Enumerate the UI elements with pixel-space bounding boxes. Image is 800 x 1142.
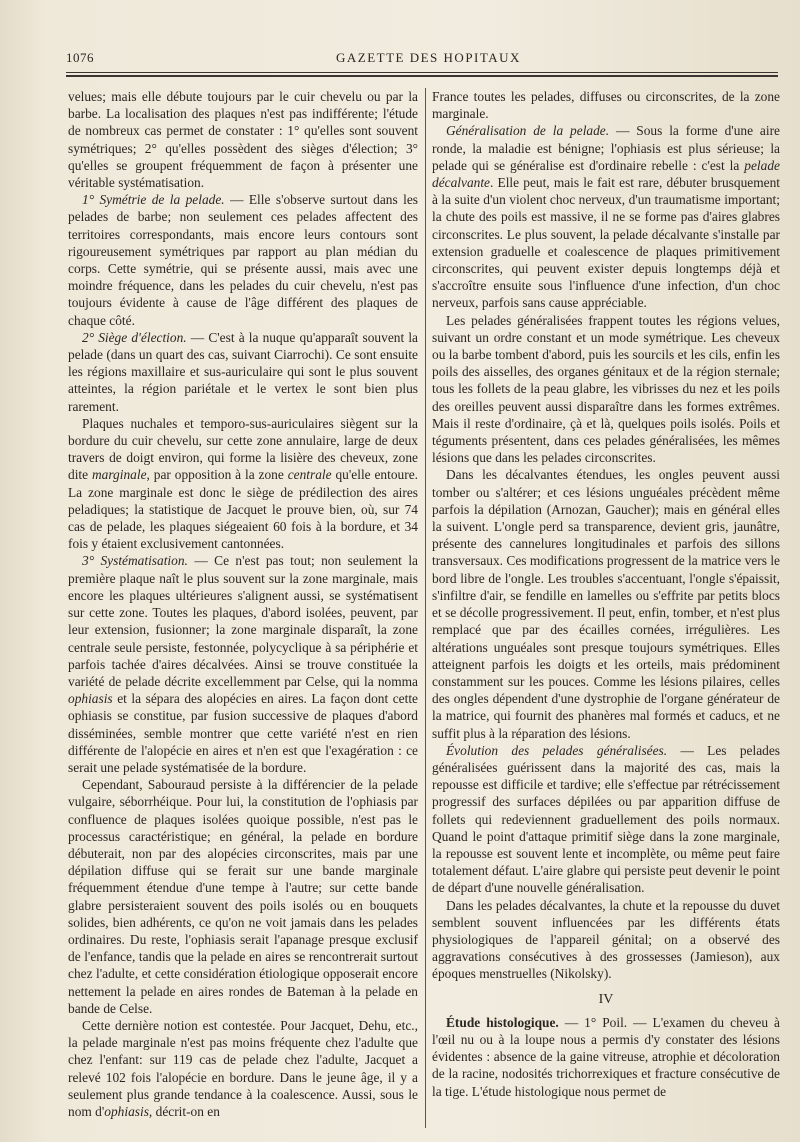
italic-term: ophiasis xyxy=(104,1103,149,1119)
paragraph-text: — C'est à la nuque qu'apparaît souvent la pelade (dans un quart des cas, suivant Ciarrochi). Ce sont ensuite les régions maxillaire et sus-auriculaire qui sont le plus souvent atteintes, la région pariétale et le vertex le sont bien plus rarement. xyxy=(68,329,418,414)
left-column xyxy=(68,88,418,1128)
paragraph-text: — 1° Poil. — xyxy=(558,1014,653,1030)
subheading: 3° Systématisation. xyxy=(82,553,188,569)
column-divider xyxy=(425,88,426,1128)
paragraph-text: . Elle peut, mais le fait est rare, débuter brusquement à la suite d'un violent choc nerveux, d'un traumatisme important; la chute des poils est massive, il ne se forme pas d'aires glabres circonscrites. Le plus souvent, la pelade décalvante s'installe par extension graduelle et coalescence de plaques primitivement circonscrites, qui peuvent exister depuis longtemps déjà et s'accroître ensuite sous l'influence d'une infection, d'un choc nerveux, parfois sans cause appréciable. xyxy=(432,175,780,311)
paragraph xyxy=(68,552,418,776)
page-header xyxy=(66,50,776,70)
paragraph xyxy=(68,191,418,329)
paragraph-text: Plaques nuchales et temporo-sus-auriculaires siègent sur la bordure du cuir chevelu, sur cette zone annulaire, large de deux travers de doigt environ, qui forme la lisière des cheveux, zone dite xyxy=(68,415,418,483)
header-rule-thick xyxy=(66,75,778,77)
paragraph xyxy=(432,122,780,311)
paragraph-text: — Elle s'observe surtout dans les pelades de barbe; non seulement ces pelades affectent des territoires correspondants, mais encore leurs contours sont rigoureusement symétriques par rapport au plan médian du corps. Cette symétrie, qui se présente aussi, mais avec une moindre fréquence, dans les pelades du cuir chevelu, n'est pas toujours évidente à cause de l'âge différent des plaques de chaque côté. xyxy=(68,192,418,328)
italic-term: centrale xyxy=(287,467,332,483)
paragraph xyxy=(68,329,418,415)
right-column xyxy=(432,88,780,1128)
header-rule-thin xyxy=(66,72,778,73)
italic-term: ophiasis xyxy=(68,691,113,707)
paragraph: Les pelades généralisées frappent toutes les régions velues, suivant un ordre constant et un mode symétrique. Les cheveux ou la barbe tombent d'abord, puis les sourcils et les cils, enfin les poils des aisselles, des organes génitaux et de la région sternale; tous les follets de la peau glabre, les vibrisses du nez et les poils des oreilles peuvent aussi disparaître dans les formes extrêmes. Mais il reste d'ordinaire, çà et là, quelques poils isolés. Poils et téguments présentent, dans ces pelades généralisées, les mêmes lésions que dans les pelades circonscrites. xyxy=(432,312,780,466)
paragraph-text: Cette dernière notion est contestée. Pour Jacquet, Dehu, etc., la pelade marginale n'est pas moins fréquente chez l'adulte que chez l'enfant: sur 119 cas de pelade chez l'adulte, Jacquet a relevé 102 fois l'alopécie en bordure. Dans le jeune âge, il y a seulement plus grande tendance à la coalescence. Aussi, sous le nom d' xyxy=(68,1017,418,1119)
section-number: IV xyxy=(598,991,614,1007)
subheading: 1° Symétrie de la pelade. xyxy=(82,192,225,208)
paragraph: Dans les décalvantes étendues, les ongles peuvent aussi tomber ou s'altérer; et ces lésions unguéales précèdent même parfois la dépilation (Arnozan, Gaucher); mais en général elles la suivent. L'ongle perd sa transparence, devient gris, jaunâtre, présente des cannelures longitudinales et parfois des sillons transversaux. Ces modifications progressent de la matrice vers le bord libre de l'ongle. Les troubles s'accentuant, l'ongle s'épaissit, s'infiltre d'air, se fendille en lamelles ou s'effrite par petits blocs et se décolle progressivement. Il peut, enfin, tomber, et n'est plus remplacé que par des écailles cornées, irrégulières. Les altérations unguéales sont presque toujours symétriques. Elles atteignent parfois les doigts et les orteils, mais prédominent constamment sur les pouces. Comme les lésions pilaires, celles des ongles dépendent d'une dystrophie de l'organe générateur de la matrice, qui fournit des phanères mal formés et caducs, et ne suffit plus à la réparation des lésions. xyxy=(432,467,780,741)
italic-term: pelade décalvante xyxy=(432,157,780,191)
paragraph-text: — Sous la forme d'une aire ronde, la maladie est bénigne; l'ophiasis est plus sérieuse; la pelade qui se généralise est d'ordinaire rebelle : c'est la xyxy=(432,123,780,173)
subheading: Généralisation de la pelade. xyxy=(446,123,610,139)
paragraph: France toutes les pelades, diffuses ou circonscrites, de la zone marginale. xyxy=(432,89,780,122)
journal-title: GAZETTE DES HOPITAUX xyxy=(336,50,521,65)
paragraph xyxy=(68,1017,418,1120)
paragraph: Dans les pelades décalvantes, la chute et la repousse du duvet semblent souvent influencées par les différents états physiologiques de l'appareil génital; on a observé des aggravations consécutives à des grossesses (Jamieson), aux époques menstruelles (Nikolsky). xyxy=(432,897,780,982)
paragraph xyxy=(432,1014,780,1100)
paragraph: Cependant, Sabouraud persiste à la différencier de la pelade vulgaire, séborrhéique. Pour lui, la constitution de l'ophiasis par confluence de plaques isolées quoique possible, n'est pas le processus caractéristique; en général, la pelade en bordure débuterait, non par des alopécies circonscrites, mais par une dépilation diffuse qui se ferait sur une bande marginale fréquemment étendue d'une tempe à l'autre; sur cette bande glabre persisteraient souvent des poils isolés ou en bouquets solides, bien adhérents, ce qu'on ne voit jamais dans les pelades ordinaires. Du reste, l'ophiasis serait l'apanage presque exclusif de l'enfance, tandis que la pelade en aires se rencontrerait surtout chez l'adulte, et cette considération étiologique opposerait encore nettement la pelade en aires rondes de Bateman à la pelade en bande de Celse. xyxy=(68,777,418,1016)
subheading: 2° Siège d'élection. xyxy=(82,329,187,345)
section-heading: Étude histologique. xyxy=(446,1014,559,1030)
italic-term: marginale xyxy=(91,467,147,483)
paragraph: velues; mais elle débute toujours par le cuir chevelu ou par la barbe. La localisation des plaques n'est pas indifférente; l'étude de nombreux cas permet de constater : 1° qu'elles sont souvent symétriques; 2° qu'elles possèdent des sièges d'élection; 3° qu'elles se groupent fréquemment de façon à présenter une véritable systématisation. xyxy=(68,89,418,191)
paragraph-text: , par opposition à la zone xyxy=(146,467,288,483)
paragraph-text: et la sépara des alopécies en aires. La façon dont cette ophiasis se constitue, par fusion successive de plaques d'abord disséminées, semble montrer que cette variété n'est en rien différente de l'alopécie en aires et n'en est que l'exagération : ce serait une pelade systématisée de la bordure. xyxy=(68,691,418,775)
paragraph xyxy=(432,742,780,897)
paragraph-text: , décrit-on en xyxy=(148,1103,220,1119)
paragraph xyxy=(68,415,418,553)
paragraph-text: L'examen du cheveu à l'œil nu ou à la loupe nous a permis d'y constater des lésions évidentes : absence de la gaine vitreuse, atrophie et décoloration de la racine, nodosités trichorrexiques et fracture consécutive de la tige. L'étude histologique nous permet de xyxy=(432,1014,780,1099)
page-number: 1076 xyxy=(66,50,94,65)
paragraph-text: qu'elle entoure. La zone marginale est donc le siège de prédilection des aires peladiques; la statistique de Jacquet le prouve bien, où, sur 74 cas de pelade, les plaques siégeaient 60 fois à la bordure, et 34 fois y étaient exclusivement cantonnées. xyxy=(68,467,418,552)
paragraph-text: — Les pelades généralisées guérissent dans la majorité des cas, mais la repousse est difficile et tardive; elle s'effectue par rétrécissement progressif des surfaces dépilées ou par apparition diffuse de follets qui redeviennent graduellement des poils normaux. Quand le point d'attaque primitif siège dans la zone marginale, la repousse est souvent lente et incomplète, ou même peut faire totalement défaut. L'aire glabre qui persiste peut devenir le point de départ d'une nouvelle généralisation. xyxy=(432,742,780,896)
subheading: Évolution des pelades généralisées. xyxy=(446,742,668,758)
paragraph-text: — Ce n'est pas tout; non seulement la première plaque naît le plus souvent sur la zone marginale, mais encore les plaques ultérieures s'alignent aussi, se systématisent sur cette zone. Toutes les plaques, d'abord isolées, peuvent, par leur extension, fusionner; la zone marginale disparaît, la zone centrale seule persiste, festonnée, polycyclique à sa périphérie et parfois tachée d'aires décalvées. Ainsi se trouve constituée la variété de pelade décrite excellemment par Celse, qui la nomma xyxy=(68,553,418,689)
